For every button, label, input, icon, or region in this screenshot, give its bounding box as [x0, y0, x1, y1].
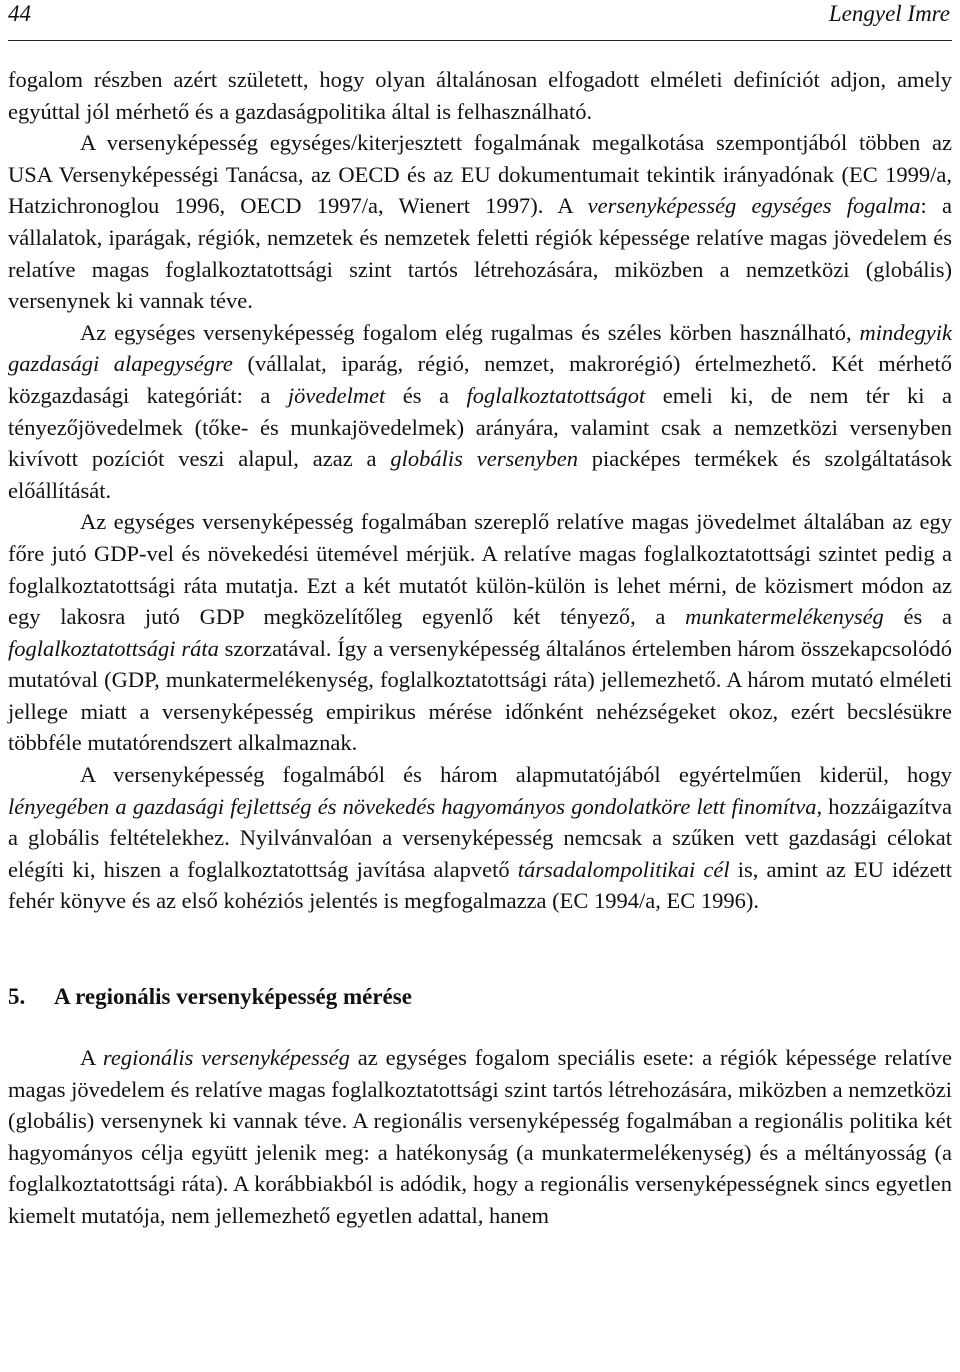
paragraph-6: A regionális versenyképesség az egységes fogalom speciális esete: a régiók képessége relatíve magas jövedelem és relatíve magas foglalkoztatottsági szint tartós létrehozására, miközben a nemzetközi (globális) versenynek ki vannak téve. A regionális versenyképesség fogalmában a regionális politika két hagyományos célja együtt jelenik meg: a hatékonyság (a munkatermelékenység) és a méltányosság (a foglalkoztatottsági ráta). A korábbiakból is adódik, hogy a regionális versenyképességnek sincs egyetlen kiemelt mutatója, nem jellemezhető egyetlen adattal, hanem — [8, 1045, 952, 1228]
section-number: 5. — [8, 984, 26, 1010]
emphasis: jövedelmet — [287, 382, 386, 408]
paragraph-1: fogalom részben azért született, hogy olyan általánosan elfogadott elméleti definíciót adjon, amely egyúttal jól mérhető és a gazdaságpolitika által is felhasználható. — [8, 67, 952, 124]
emphasis: globális versenyben — [390, 446, 578, 472]
running-author: Lengyel Imre — [828, 1, 950, 26]
body-text — [8, 64, 952, 1232]
page-number: 44 — [8, 1, 31, 26]
emphasis: társadalompolitikai cél — [517, 856, 730, 882]
paragraph-4: Az egységes versenyképesség fogalmában szereplő relatíve magas jövedelmet általában az egy főre jutó GDP-vel és növekedési ütemével mérjük. A relatíve magas foglalkoztatottsági szintet pedig a foglalkoztatottsági ráta mutatja. Ezt a két mutatót külön-külön is lehet mérni, de közismert módon az egy lakosra jutó GDP megközelítőleg egyenlő két tényező, a munkatermelékenység és a foglalkoztatottsági ráta szorzatával. Így a versenyképesség általános értelemben három összekapcsolódó mutatóval (GDP, munkatermelékenység, foglalkoztatottsági ráta) jellemezhető. A három mutató elméleti jellege miatt a versenyképesség empirikus mérése időnként nehézségeket okoz, ezért becslésükre többféle mutatórendszert alkalmaznak. — [8, 509, 952, 756]
emphasis: versenyképesség egységes fogalma — [587, 193, 921, 219]
paragraph-5: A versenyképesség fogalmából és három alapmutatójából egyértelműen kiderül, hogy lényegében a gazdasági fejlettség és növekedés hagyományos gondolatköre lett finomítva, hozzáigazítva a globális feltételekhez. Nyilvánvalóan a versenyképesség nemcsak a szűken vett gazdasági célokat elégíti ki, hiszen a foglalkoztatottság javítása alapvető társadalompolitikai cél is, amint az EU idézett fehér könyve és az első kohéziós jelentés is megfogalmazza (EC 1994/a, EC 1996). — [8, 762, 952, 914]
section-heading — [8, 982, 952, 1012]
running-header — [8, 0, 952, 41]
emphasis: mindegyik gazdasági alapegységre — [8, 319, 952, 377]
emphasis: munkatermelékenység — [685, 604, 884, 630]
paragraph-2: A versenyképesség egységes/kiterjesztett fogalmának megalkotása szempontjából többen az USA Versenyképességi Tanácsa, az OECD és az EU dokumentumait tekintik irányadónak (EC 1999/a, Hatzichronoglou 1996, OECD 1997/a, Wienert 1997). A versenyképesség egységes fogalma: a vállalatok, iparágak, régiók, nemzetek és nemzetek feletti régiók képessége relatíve magas jövedelem és relatíve magas foglalkoztatottsági szint tartós létrehozására, miközben a nemzetközi (globális) versenynek ki vannak téve. — [8, 130, 952, 314]
emphasis: lényegében a gazdasági fejlettség és növekedés hagyományos gondolatköre lett finomítva — [8, 793, 817, 819]
paragraph-3: Az egységes versenyképesség fogalom elég rugalmas és széles körben használható, mindegyik gazdasági alapegységre (vállalat, iparág, régió, nemzet, makrorégió) értelmezhető. Két mérhető közgazdasági kategóriát: a jövedelmet és a foglalkoztatottságot emeli ki, de nem tér ki a tényezőjövedelmek (tőke- és munkajövedelmek) arányára, valamint csak a nemzetközi versenyben kivívott pozíciót veszi alapul, azaz a globális versenyben piacképes termékek és szolgáltatások előállítását. — [8, 319, 953, 503]
emphasis: foglalkoztatottsági ráta — [8, 635, 219, 661]
section-title: A regionális versenyképesség mérése — [54, 984, 412, 1010]
emphasis: foglalkoztatottságot — [466, 382, 646, 408]
emphasis: regionális versenyképesség — [102, 1045, 350, 1071]
